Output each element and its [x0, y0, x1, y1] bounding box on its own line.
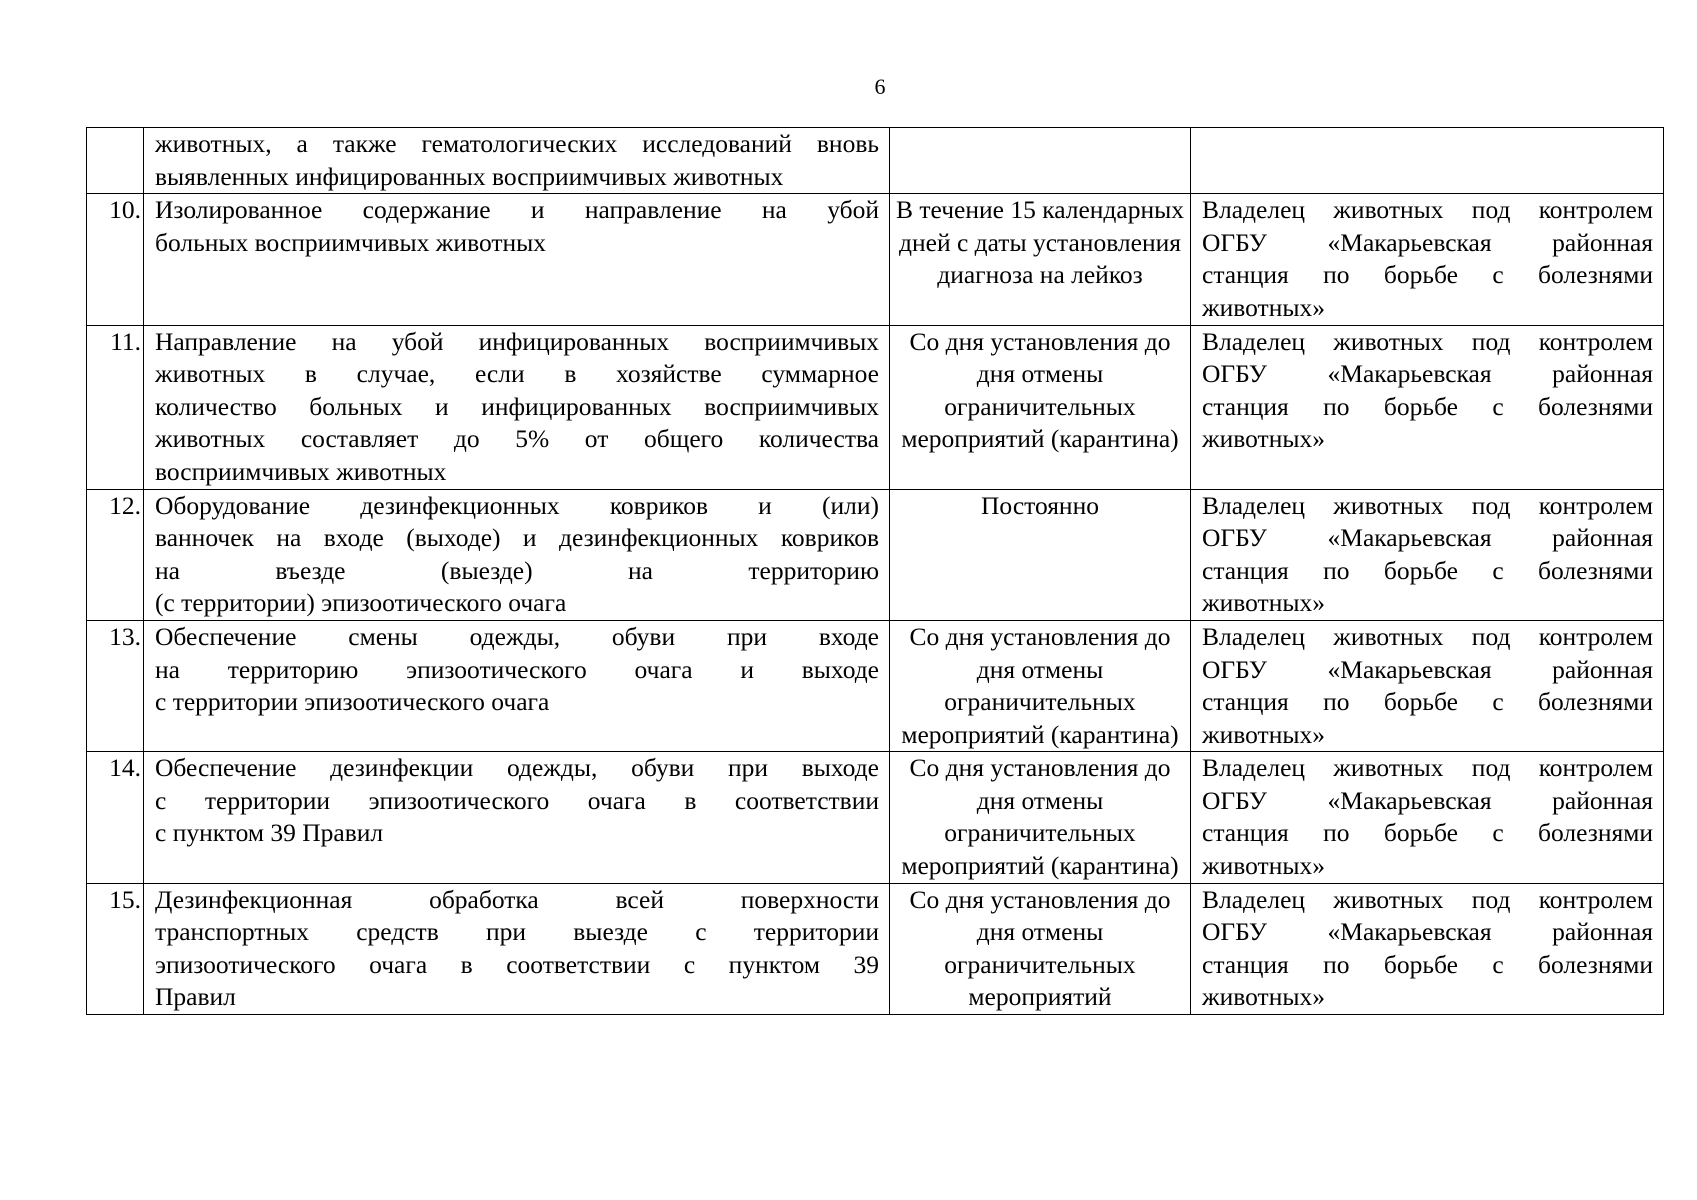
description-line: животных в случае, если в хозяйстве суммарное [155, 359, 879, 389]
row-number: 14. [87, 752, 144, 883]
description-line: больных восприимчивых животных [155, 227, 547, 257]
description-line: выявленных инфицированных восприимчивых животных [155, 161, 784, 191]
row-number: 11. [87, 325, 144, 489]
row-number: 10. [87, 194, 144, 325]
measure-description [144, 128, 890, 194]
measure-term: Постоянно [890, 489, 1191, 620]
table-row [87, 883, 1664, 1014]
table-row [87, 752, 1664, 883]
measure-description [144, 194, 890, 325]
description-line: (с территории) эпизоотического очага [155, 588, 567, 618]
measures-table [86, 127, 1664, 1015]
description-line: транспортных средств при выезде с территории [155, 917, 879, 947]
measure-responsible [1191, 489, 1664, 620]
responsible-line: ОГБУ «Макарьевская районная [1202, 227, 1653, 257]
description-line: Оборудование дезинфекционных ковриков и (или) [155, 490, 879, 520]
responsible-line: животных» [1202, 719, 1325, 749]
responsible-line: Владелец животных под контролем [1202, 490, 1653, 520]
measure-term: Со дня установления до дня отмены ограничительных мероприятий (карантина) [890, 620, 1191, 751]
table-row [87, 620, 1664, 751]
row-number: 12. [87, 489, 144, 620]
measure-responsible [1191, 883, 1664, 1014]
measure-description [144, 620, 890, 751]
description-line: на въезде (выезде) на территорию [155, 555, 879, 585]
measure-description [144, 752, 890, 883]
row-number: 13. [87, 620, 144, 751]
responsible-line: Владелец животных под контролем [1202, 753, 1653, 783]
responsible-line: Владелец животных под контролем [1202, 195, 1653, 225]
table-row [87, 194, 1664, 325]
responsible-line: животных» [1202, 588, 1325, 618]
page-number: 6 [874, 74, 886, 99]
row-number: 15. [87, 883, 144, 1014]
measure-description [144, 883, 890, 1014]
measure-description [144, 489, 890, 620]
description-line: животных составляет до 5% от общего количества [155, 424, 879, 454]
row-number [87, 128, 144, 194]
responsible-line: ОГБУ «Макарьевская районная [1202, 523, 1653, 553]
measure-responsible [1191, 128, 1664, 194]
description-line: эпизоотического очага в соответствии с пунктом 39 [155, 949, 879, 979]
responsible-line: станция по борьбе с болезнями [1202, 949, 1653, 979]
measure-term: Со дня установления до дня отмены ограничительных мероприятий (карантина) [890, 325, 1191, 489]
description-line: на территорию эпизоотического очага и выходе [155, 654, 879, 684]
responsible-line: Владелец животных под контролем [1202, 621, 1653, 651]
responsible-line: ОГБУ «Макарьевская районная [1202, 654, 1653, 684]
responsible-line: ОГБУ «Макарьевская районная [1202, 917, 1653, 947]
description-line: Изолированное содержание и направление на убой [155, 195, 879, 225]
measure-term: Со дня установления до дня отмены ограничительных мероприятий (карантина) [890, 752, 1191, 883]
measure-responsible [1191, 325, 1664, 489]
measure-term: В течение 15 календарных дней с даты установления диагноза на лейкоз [890, 194, 1191, 325]
description-line: восприимчивых животных [155, 456, 447, 486]
responsible-line: станция по борьбе с болезнями [1202, 555, 1653, 585]
responsible-line: станция по борьбе с болезнями [1202, 818, 1653, 848]
responsible-line: животных» [1202, 982, 1325, 1012]
measure-description [144, 325, 890, 489]
description-line: Обеспечение дезинфекции одежды, обуви при выходе [155, 753, 879, 783]
description-line: количество больных и инфицированных восприимчивых [155, 391, 879, 421]
responsible-line: ОГБУ «Макарьевская районная [1202, 785, 1653, 815]
description-line: с территории эпизоотического очага [155, 687, 550, 717]
description-line: Дезинфекционная обработка всей поверхности [155, 884, 879, 914]
responsible-line: станция по борьбе с болезнями [1202, 260, 1653, 290]
description-line: с территории эпизоотического очага в соответствии [155, 785, 879, 815]
measures-table-body [87, 128, 1664, 1015]
measure-responsible [1191, 620, 1664, 751]
responsible-line: станция по борьбе с болезнями [1202, 391, 1653, 421]
table-row [87, 489, 1664, 620]
measure-term: Со дня установления до дня отмены ограничительных мероприятий [890, 883, 1191, 1014]
responsible-line: ОГБУ «Макарьевская районная [1202, 359, 1653, 389]
description-line: животных, а также гематологических исследований вновь [155, 129, 879, 158]
measure-responsible [1191, 194, 1664, 325]
responsible-line: Владелец животных под контролем [1202, 884, 1653, 914]
responsible-line: животных» [1202, 851, 1325, 881]
description-line: с пунктом 39 Правил [155, 818, 384, 848]
responsible-line: животных» [1202, 292, 1325, 322]
description-line: Направление на убой инфицированных восприимчивых [155, 326, 879, 356]
responsible-line: животных» [1202, 424, 1325, 454]
table-row [87, 325, 1664, 489]
description-line: ванночек на входе (выходе) и дезинфекционных ковриков [155, 523, 879, 553]
responsible-line: станция по борьбе с болезнями [1202, 687, 1653, 717]
measure-responsible [1191, 752, 1664, 883]
description-line: Правил [155, 982, 236, 1012]
measure-term [890, 128, 1191, 194]
responsible-line: Владелец животных под контролем [1202, 326, 1653, 356]
table-row [87, 128, 1664, 194]
description-line: Обеспечение смены одежды, обуви при входе [155, 621, 879, 651]
